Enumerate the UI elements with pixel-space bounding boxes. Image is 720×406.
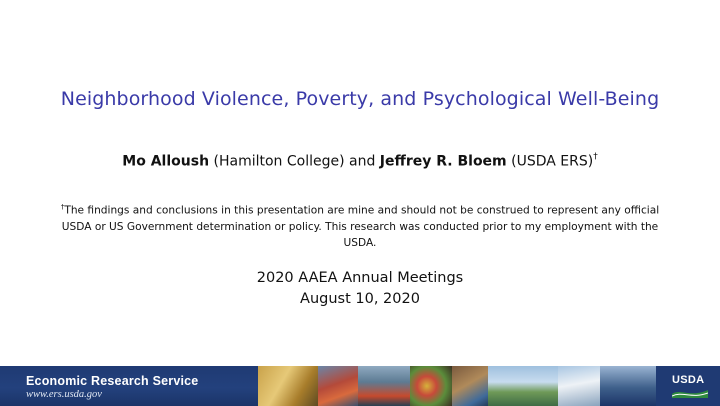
ers-footer-banner [0, 366, 720, 406]
market-photo [318, 366, 358, 406]
footnote-text: The findings and conclusions in this presentation are mine and should not be construed to represent any official USDA or US Government determination or policy. This research was conducted prior to my employment with the USDA. [61, 204, 660, 249]
meeting-event: 2020 AAEA Annual Meetings [256, 270, 464, 286]
landscape-photo [488, 366, 558, 406]
author-1-affiliation: (Hamilton College) and [209, 153, 380, 170]
author-2-affiliation: (USDA ERS) [506, 153, 594, 170]
sky-photo [600, 366, 656, 406]
author-2-name: Jeffrey R. Bloem [379, 153, 507, 170]
usda-logo-text: USDA [672, 374, 705, 386]
footnote-dagger: † [60, 203, 65, 211]
disclaimer-footnote [55, 199, 665, 251]
produce-photo [410, 366, 452, 406]
building-photo [558, 366, 600, 406]
authors-line [0, 153, 720, 170]
ers-org-name: Economic Research Service [26, 374, 199, 388]
people-photo [452, 366, 488, 406]
slide-title: Neighborhood Violence, Poverty, and Psychological Well-Being [60, 88, 660, 110]
author-1-name: Mo Alloush [122, 153, 210, 170]
meeting-info [0, 268, 720, 310]
meeting-date: August 10, 2020 [300, 291, 420, 307]
ers-url: www.ers.usda.gov [26, 389, 102, 400]
wheat-photo [258, 366, 318, 406]
dagger-mark: † [593, 152, 598, 162]
shipping-photo [358, 366, 410, 406]
